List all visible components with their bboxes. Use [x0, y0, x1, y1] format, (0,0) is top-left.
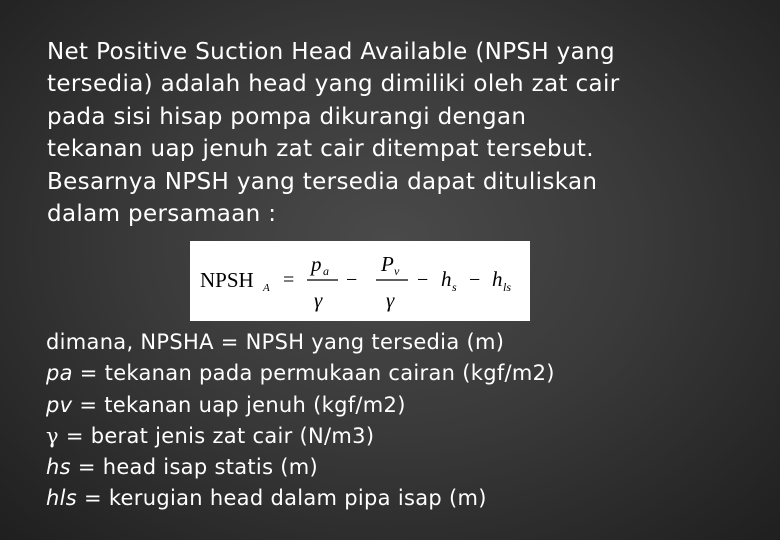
definition-text: = head isap statis (m)	[70, 455, 319, 480]
intro-line: dalam persamaan :	[47, 201, 277, 228]
intro-line: tekanan uap jenuh zat cair ditempat tersebut.	[47, 136, 594, 163]
intro-line: tersedia) adalah head yang dimiliki oleh zat cair	[47, 71, 620, 98]
definition-item	[46, 390, 761, 421]
definition-item	[46, 452, 761, 483]
formula-term-hs: h	[441, 267, 452, 291]
formula-term-hls-sub: ls	[503, 280, 512, 294]
definition-symbol: hs	[46, 455, 71, 480]
npsh-formula-image	[190, 241, 530, 321]
formula-frac1-num: p	[311, 252, 322, 276]
definition-text: = berat jenis zat cair (N/m3)	[58, 423, 375, 448]
formula-frac2-den: γ	[386, 288, 395, 312]
definition-symbol: dimana, NPSHA	[46, 330, 214, 354]
definition-text: = tekanan pada permukaan cairan (kgf/m2)	[72, 361, 555, 386]
definition-text: = NPSH yang tersedia (m)	[213, 330, 505, 354]
intro-line: Net Positive Suction Head Available (NPSH yang	[47, 39, 615, 65]
definition-symbol: γ	[46, 423, 59, 448]
formula-minus: −	[346, 269, 358, 291]
formula-term-hs-sub: s	[452, 280, 457, 294]
formula-minus: −	[469, 269, 481, 291]
definitions-list	[46, 327, 761, 515]
definition-item	[46, 358, 761, 389]
intro-line: pada sisi hisap pompa dikurangi dengan	[47, 103, 527, 130]
definition-item	[46, 327, 761, 358]
formula-term-hls: h	[492, 267, 503, 291]
npsh-formula	[190, 241, 530, 321]
intro-paragraph	[47, 36, 762, 230]
definition-item	[46, 483, 761, 514]
formula-frac2-num-sub: v	[394, 264, 400, 278]
formula-equals: =	[283, 269, 295, 291]
definition-symbol: hls	[46, 486, 77, 511]
definition-symbol: pv	[46, 392, 73, 417]
intro-line: Besarnya NPSH yang tersedia dapat dituliskan	[47, 168, 598, 195]
definition-item	[46, 421, 761, 452]
formula-minus: −	[417, 269, 429, 291]
definition-symbol: pa	[46, 361, 73, 386]
definition-text: = tekanan uap jenuh (kgf/m2)	[72, 392, 406, 417]
formula-frac1-den: γ	[314, 288, 323, 312]
formula-frac1-num-sub: a	[323, 264, 329, 278]
formula-lhs-sub: A	[263, 282, 270, 294]
formula-frac2-num: P	[381, 252, 394, 276]
definition-text: = kerugian head dalam pipa isap (m)	[77, 486, 487, 511]
formula-lhs: NPSH	[200, 268, 254, 292]
